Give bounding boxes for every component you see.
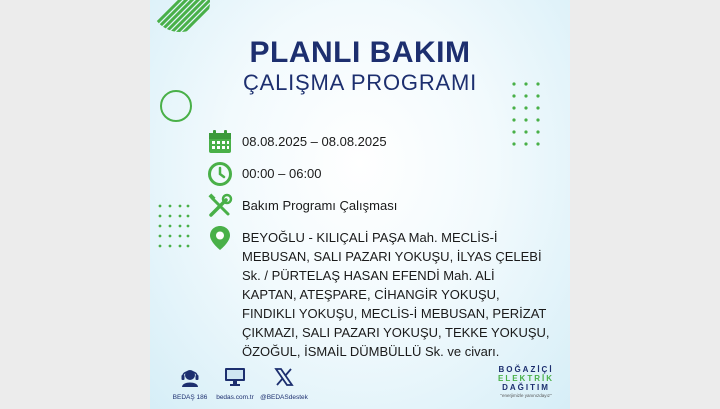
headset-icon (179, 367, 201, 387)
time-range: 00:00 – 06:00 (242, 166, 322, 181)
brand-line-2: ELEKTRİK (498, 374, 554, 383)
date-range: 08.08.2025 – 08.08.2025 (242, 134, 387, 149)
footer-web[interactable] (213, 367, 257, 401)
tools-icon (206, 192, 234, 220)
page-title: PLANLI BAKIM (249, 36, 471, 69)
map-pin-icon (206, 224, 234, 252)
date-row (206, 128, 387, 156)
phone-label: BEDAŞ 186 (172, 394, 208, 401)
calendar-icon (206, 128, 234, 156)
x-logo-icon (273, 367, 295, 387)
clock-icon (206, 160, 234, 188)
maintenance-card (150, 0, 570, 409)
social-label: @BEDASdestek (260, 394, 308, 401)
brand-line-3: DAĞITIM (502, 383, 550, 392)
decorative-striped-circle (150, 0, 210, 40)
web-label: bedas.com.tr (216, 394, 254, 401)
page-subtitle: ÇALIŞMA PROGRAMI (242, 70, 478, 95)
brand-slogan: "enerjimizle yanınızdayız" (500, 393, 552, 398)
decorative-dot-grid-left (156, 202, 192, 252)
address-row (206, 224, 552, 361)
footer-social[interactable] (259, 367, 309, 401)
brand-line-1: BOĞAZİÇİ (498, 365, 554, 374)
footer-phone[interactable] (170, 367, 210, 401)
address-text: BEYOĞLU - KILIÇALİ PAŞA Mah. MECLİS-İ MEBUSAN, SALI PAZARI YOKUŞU, İLYAS ÇELEBİ Sk. / PÜRTELAŞ HASAN EFENDİ Mah. ALİ KAPTAN, ATEŞPARE, CİHANGİR YOKUŞU, FINDIKLI YOKUŞU, MECLİS-İ MEBUSAN, PERİZAT ÇIKMAZI, SALI PAZARI YOKUŞU, TEKKE YOKUŞU, ÖZOĞUL, İSMAİL DÜMBÜLLÜ Sk. ve civarı. (242, 230, 550, 359)
work-type-row (206, 192, 397, 220)
monitor-icon (224, 367, 246, 387)
company-logo (496, 365, 556, 398)
time-row (206, 160, 322, 188)
work-type: Bakım Programı Çalışması (242, 198, 398, 213)
